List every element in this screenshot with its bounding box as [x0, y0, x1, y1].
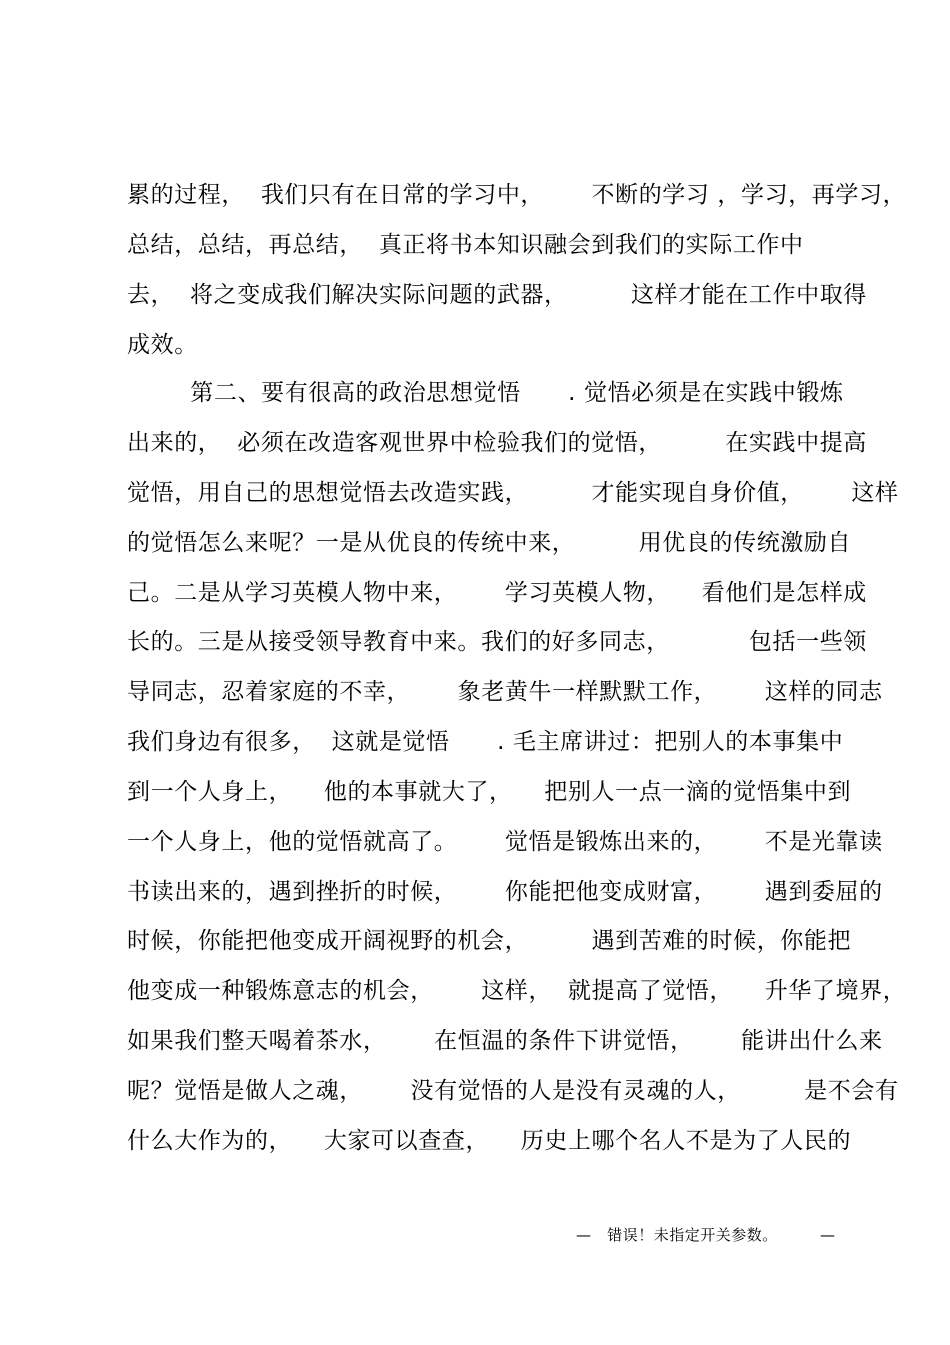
body-text-line: 他变成一种锻炼意志的机会， 这样， 就提高了觉悟， 升华了境界，: [127, 978, 907, 1004]
body-text-line: 去， 将之变成我们解决实际问题的武器， 这样才能在工作中取得: [127, 282, 867, 308]
page-footer: — 错误！未指定开关参数。 —: [576, 1226, 836, 1244]
body-text-line: 我们身边有很多， 这就是觉悟 . 毛主席讲过：把别人的本事集中: [127, 729, 844, 755]
body-text-line: 成效。: [127, 332, 198, 358]
body-text-line: 到一个人身上， 他的本事就大了， 把别人一点一滴的觉悟集中到: [127, 779, 852, 805]
body-text-line: 书读出来的，遇到挫折的时候， 你能把他变成财富， 遇到委屈的: [127, 879, 883, 905]
body-text-line: 长的。三是从接受领导教育中来。我们的好多同志， 包括一些领: [127, 629, 867, 655]
body-text-line: 时候，你能把他变成开阔视野的机会， 遇到苦难的时候，你能把: [127, 928, 852, 954]
body-text-line: 什么大作为的， 大家可以查查， 历史上哪个名人不是为了人民的: [127, 1128, 852, 1154]
body-text-line: 如果我们整天喝着茶水， 在恒温的条件下讲觉悟， 能讲出什么来: [127, 1028, 883, 1054]
body-text-line: 己。二是从学习英模人物中来， 学习英模人物， 看他们是怎样成: [127, 580, 867, 606]
body-text-line: 一个人身上，他的觉悟就高了。 觉悟是锻炼出来的， 不是光靠读: [127, 829, 883, 855]
paragraph-start-line: 第二、要有很高的政治思想觉悟 . 觉悟必须是在实践中锻炼: [127, 380, 844, 406]
body-text-line: 总结，总结，再总结， 真正将书本知识融会到我们的实际工作中: [127, 232, 804, 258]
body-text-line: 觉悟，用自己的思想觉悟去改造实践， 才能实现自身价值， 这样: [127, 480, 899, 506]
body-text-line: 的觉悟怎么来呢？一是从优良的传统中来， 用优良的传统激励自: [127, 530, 852, 556]
body-text-line: 出来的， 必须在改造客观世界中检验我们的觉悟， 在实践中提高: [127, 430, 867, 456]
body-text-line: 导同志，忍着家庭的不幸， 象老黄牛一样默默工作， 这样的同志: [127, 679, 883, 705]
body-text-line: 累的过程， 我们只有在日常的学习中， 不断的学习 ，学习，再学习，: [127, 182, 907, 208]
body-text-line: 呢？觉悟是做人之魂， 没有觉悟的人是没有灵魂的人， 是不会有: [127, 1078, 899, 1104]
